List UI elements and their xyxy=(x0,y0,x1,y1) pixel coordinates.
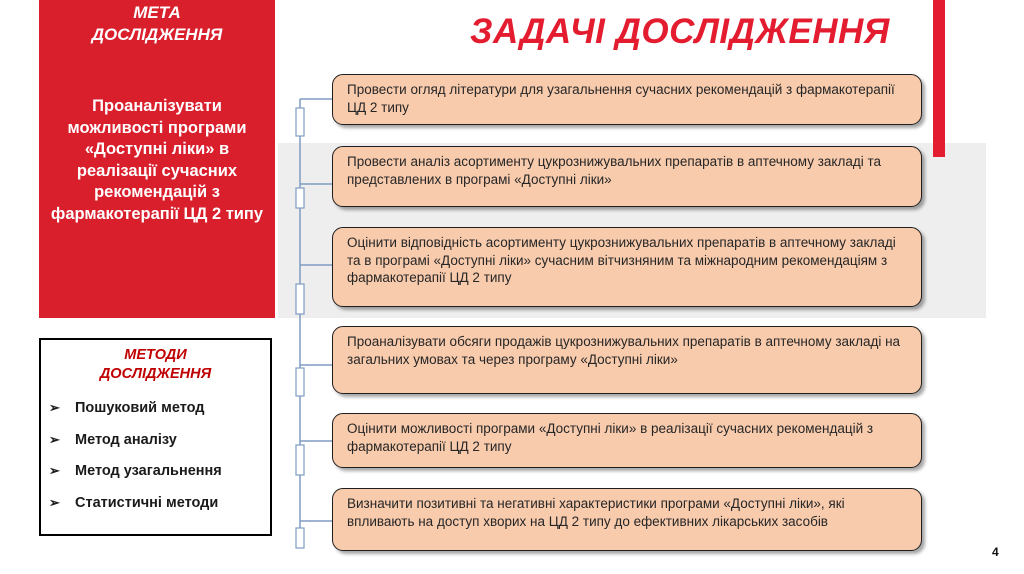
methods-list-item xyxy=(49,432,222,464)
methods-list-item xyxy=(49,400,222,432)
methods-item-label: Статистичні методи xyxy=(75,494,219,511)
methods-item-label: Метод аналізу xyxy=(75,431,177,448)
methods-list-item xyxy=(49,463,222,495)
methods-list xyxy=(49,400,222,526)
methods-item-label: Метод узагальнення xyxy=(75,463,222,479)
methods-box xyxy=(39,338,272,536)
arrow-bullet-icon: ➢ xyxy=(49,463,60,478)
goal-panel xyxy=(39,0,275,318)
page-number: 4 xyxy=(992,545,999,559)
connector-node xyxy=(296,108,304,136)
methods-heading: МЕТОДИ ДОСЛІДЖЕННЯ xyxy=(99,347,212,382)
methods-list-item xyxy=(49,495,222,527)
task-item-4: Проаналізувати обсяги продажів цукрознижувальних препаратів в аптечному закладі на загальних умовах та через програму «Доступні ліки» xyxy=(332,326,922,394)
task-item-2: Провести аналіз асортименту цукрознижувальних препаратів в аптечному закладі та представлених в програмі «Доступні ліки» xyxy=(332,146,922,207)
task-item-1: Провести огляд літератури для узагальнення сучасних рекомендацій з фармакотерапії ЦД 2 типу xyxy=(332,74,922,125)
task-item-6: Визначити позитивні та негативні характеристики програми «Доступні ліки», які впливають на доступ хворих на ЦД 2 типу до ефективних лікарських засобів xyxy=(332,488,922,551)
task-item-3: Оцінити відповідність асортименту цукрознижувальних препаратів в аптечному закладі та в програмі «Доступні ліки» сучасним вітчизняним та міжнародним рекомендаціям з фармакотерапії ЦД 2 типу xyxy=(332,227,922,307)
task-item-5: Оцінити можливості програми «Доступні ліки» в реалізації сучасних рекомендацій з фармакотерапії ЦД 2 типу xyxy=(332,413,922,468)
connector-node xyxy=(296,445,304,475)
goal-text: Проаналізувати можливості програми «Доступні ліки» в реалізації сучасних рекомендацій з фармакотерапії ЦД 2 типу xyxy=(50,97,264,223)
connector-node xyxy=(296,368,304,396)
page-title: ЗАДАЧІ ДОСЛІДЖЕННЯ xyxy=(470,12,890,51)
arrow-bullet-icon: ➢ xyxy=(49,400,60,415)
goal-heading: МЕТА ДОСЛІДЖЕННЯ xyxy=(91,3,223,44)
connector-node xyxy=(296,528,304,548)
methods-item-label: Пошуковий метод xyxy=(75,400,205,416)
accent-bar xyxy=(933,0,945,157)
arrow-bullet-icon: ➢ xyxy=(49,494,60,510)
arrow-bullet-icon: ➢ xyxy=(49,431,60,447)
